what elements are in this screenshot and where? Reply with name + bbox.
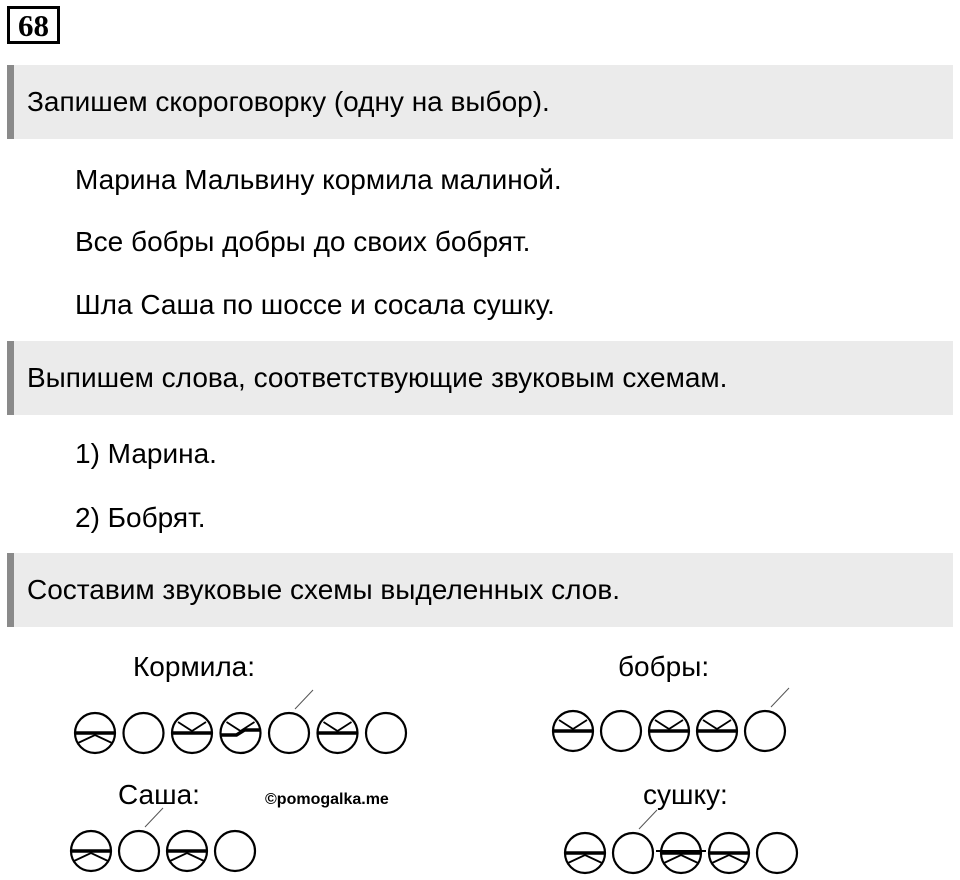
wedge-down (712, 855, 746, 863)
sound-circle-vowel (124, 713, 164, 753)
scheme-word-bobry: бобры: (618, 651, 710, 682)
tongue-twister-2: Все бобры добры до своих бобрят. (75, 226, 531, 257)
sound-circle-vowel-stressed (613, 833, 653, 873)
scheme-word-sushku: сушку: (643, 779, 728, 810)
wedge-up (178, 722, 206, 731)
watermark: ©pomogalka.me (265, 791, 389, 808)
answer-2: 2) Бобрят. (75, 502, 206, 533)
wedge-up (655, 720, 683, 729)
tongue-twister-1: Марина Мальвину кормила малиной. (75, 164, 562, 195)
tongue-twister-3: Шла Саша по шоссе и сосала сушку. (75, 289, 555, 320)
task-number: 68 (7, 6, 60, 44)
sound-circle-vowel-stressed (745, 711, 785, 751)
stress-mark (771, 688, 789, 707)
sound-circle-vowel (601, 711, 641, 751)
answer-1: 1) Марина. (75, 438, 217, 469)
sound-circle-vowel-stressed (119, 831, 159, 871)
section-header-2-text: Выпишем слова, соответствующие звуковым схемам. (27, 362, 728, 393)
wedge-down (568, 855, 602, 863)
sound-circle-vowel-stressed (269, 713, 309, 753)
wedge-down (78, 735, 112, 743)
sound-circle-vowel (366, 713, 406, 753)
sound-circle-vowel (757, 833, 797, 873)
section-header-1-text: Запишем скороговорку (одну на выбор). (27, 86, 550, 117)
wedge-down (74, 853, 108, 861)
wedge-up (324, 722, 352, 731)
wedge-down (664, 855, 698, 863)
wedge-down (170, 853, 204, 861)
scheme-word-sasha: Саша: (118, 779, 200, 810)
sound-circle-vowel (215, 831, 255, 871)
wedge-up (703, 720, 731, 729)
section-header-3-text: Составим звуковые схемы выделенных слов. (27, 574, 621, 605)
wedge-up (559, 720, 587, 729)
stress-mark (295, 690, 313, 709)
stress-mark (145, 808, 163, 827)
stress-mark (639, 810, 657, 829)
scheme-word-kormila: Кормила: (133, 651, 256, 682)
